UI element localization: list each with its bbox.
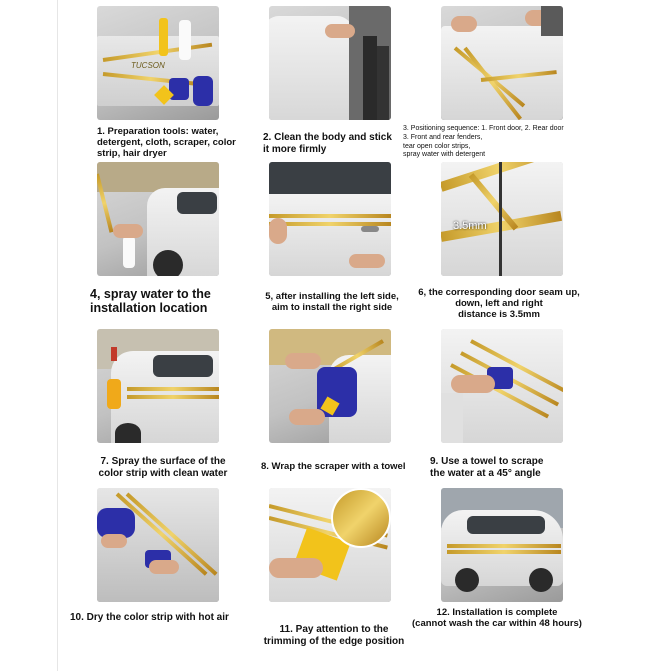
step-1-caption: 1. Preparation tools: water, detergent, cloth, scraper, color strip, hair dryer	[97, 126, 236, 159]
step-9-caption: 9. Use a towel to scrape the water at a 45° angle	[430, 456, 544, 479]
step-8-photo	[269, 329, 391, 443]
tucson-logo-text: TUCSON	[131, 61, 165, 70]
step-7-caption: 7. Spray the surface of the color strip with clean water	[98, 456, 228, 479]
step-12-caption: 12. Installation is complete (cannot wash the car within 48 hours)	[412, 607, 582, 629]
zoom-inset-circle	[331, 488, 391, 548]
step-5-caption: 5, after installing the left side, aim to install the right side	[265, 291, 399, 313]
step-6-photo	[441, 162, 563, 276]
step-4-caption: 4, spray water to the installation location	[90, 287, 211, 316]
step-10-caption: 10. Dry the color strip with hot air	[70, 612, 229, 623]
step-2-caption: 2. Clean the body and stick it more firmly	[263, 132, 392, 155]
step-6-caption: 6, the corresponding door seam up, down, left and right distance is 3.5mm	[418, 287, 580, 320]
step-3-photo	[441, 6, 563, 120]
step-7-photo	[97, 329, 219, 443]
step-11-caption: 11. Pay attention to the trimming of the edge position	[263, 624, 405, 647]
step-9-photo	[441, 329, 563, 443]
step-8-caption: 8. Wrap the scraper with a towel	[261, 461, 406, 472]
gap-measurement-label: 3.5mm	[453, 220, 487, 232]
step-3-caption: 3. Positioning sequence: 1. Front door, 2. Rear door 3. Front and rear fenders, tear open color strips, spray water with detergent	[403, 125, 564, 159]
step-11-photo	[269, 488, 391, 602]
step-2-photo	[269, 6, 391, 120]
step-12-photo	[441, 488, 563, 602]
step-4-photo	[97, 162, 219, 276]
step-1-photo	[97, 6, 219, 120]
step-5-photo	[269, 162, 391, 276]
page-divider-line	[57, 0, 58, 671]
step-10-photo	[97, 488, 219, 602]
